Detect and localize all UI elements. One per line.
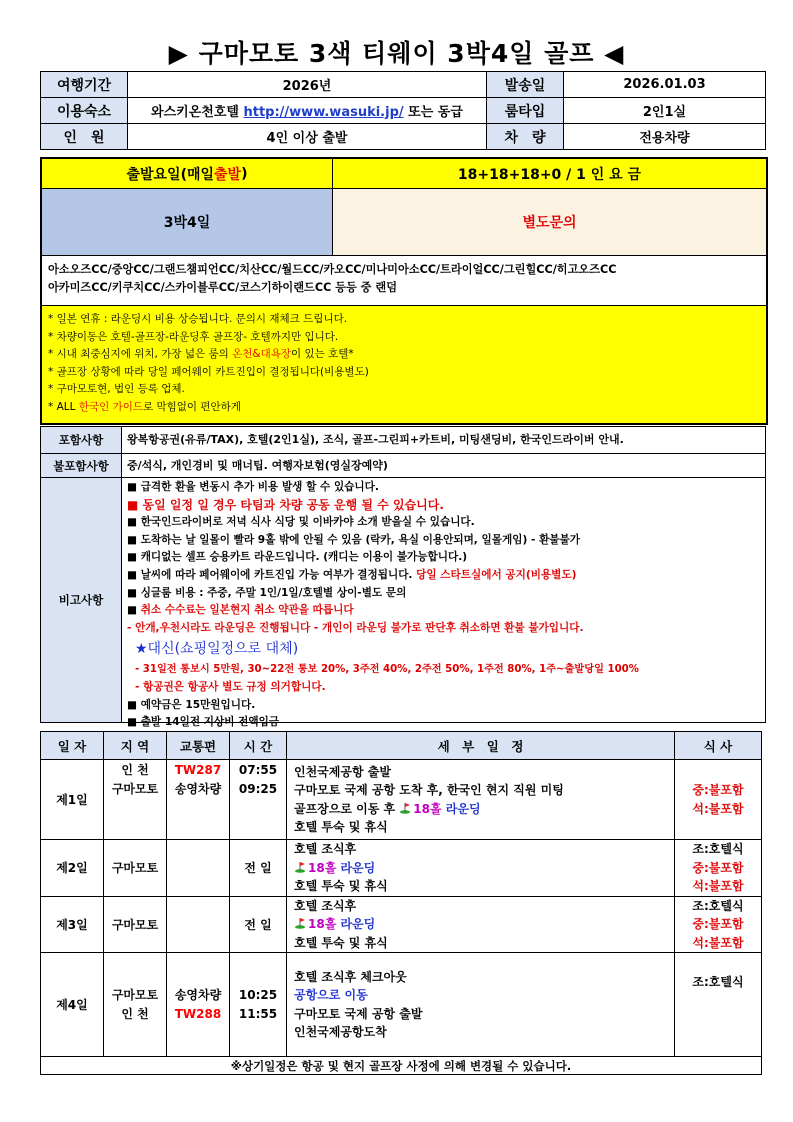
schedule-table (40, 731, 762, 1075)
page-title: ▶ 구마모토 3색 티웨이 3박4일 골프 ◀ (168, 39, 625, 68)
remarks-list: ■ 급격한 환율 변동시 추가 비용 발생 할 수 있습니다. ■ 동일 일정 일 경우 타팀과 차량 공동 운행 될 수 있습니다. ■ 한국인드라이버로 저녁 식사 식당 및 이바카야 소개 받을실 수 있습니다. ■ 도착하는 날 일몰이 빨라 9홀 밖에 안될 수 있음 (락카, 욕실 이용안되며, 일몰게임) - 환불불가 ■ 캐디없는 셀프 승용카트 라운드입니다. (캐디는 이용이 불가능합니다.) ■ 날씨에 따라 페어웨이에 카트진입 가능 여부가 결정됩니다. 당일 스타트실에서 공지(비용별도) ■ 싱글룸 비용 : 주중, 주말 1인/1일/호텔별 상이-별도 문의 ■ 취소 수수료는 일본현지 취소 약관을 따릅니다 - 안개,우천시라도 라운딩은 진행됩니다 - 개인이 라운딩 불가로 판단후 취소하면 환불 불가입니다. ★대신(쇼핑일정으로 대체) - 31일전 통보시 5만원, 30~22전 통보 20%, 3주전 40%, 2주전 50%, 1주전 80%, 1주~출발당일 100% - 항공권은 항공사 별도 규정 의거합니다. ■ 예약금은 15만원입니다. ■ 출발 14일전 지상비 전액입금 (127, 481, 639, 729)
schedule-header: 일 자 지 역 교통편 시 간 세 부 일 정 식 사 (41, 732, 762, 760)
room-label: 룸타입 (487, 98, 564, 124)
included-text: 왕복항공권(유류/TAX), 호텔(2인1실), 조식, 골프-그린피+카트비, 미팅샌딩비, 한국인드라이버 안내. (127, 433, 624, 446)
period-value: 2026년 (128, 72, 487, 98)
hotel-label: 이용숙소 (41, 98, 128, 124)
excluded-text: 중/석식, 개인경비 및 매너팁. 여행자보험(영실장예약) (127, 459, 388, 472)
price-header: 18+18+18+0 / 1 인 요 금 (457, 166, 642, 183)
notes-box: * 일본 연휴 : 라운딩시 비용 상승됩니다. 문의시 재체크 드립니다. * 차량이동은 호텔-골프장-라운딩후 골프장- 호텔까지만 입니다. * 시내 최중심지에 위치, 가장 넓은 룸의 온천&대욕장이 있는 호텔* * 골프장 상황에 따라 당일 페어웨이 카트진입이 결정됩니다(비용별도) * 구마모토현, 법인 등록 업체. * ALL 한국인 가이드로 막힘없이 편안하게 (42, 306, 766, 423)
people-label: 인 원 (41, 124, 128, 150)
schedule-day-3: 제3일 구마모토 전 일 호텔 조식후 18홀 라운딩 호텔 투숙 및 휴식 조:호텔식 중:불포함 석:불포함 (41, 896, 762, 953)
info-table (40, 71, 766, 150)
room-value: 2인1실 (564, 98, 766, 124)
sent-label: 발송일 (487, 72, 564, 98)
package-box (40, 157, 768, 425)
schedule-footer: ※상기일정은 항공 및 현지 골프장 사정에 의해 변경될 수 있습니다. (41, 1057, 762, 1075)
excluded-label: 불포함사항 (41, 454, 122, 477)
period-label: 여행기간 (41, 72, 128, 98)
golf-flag-icon (294, 917, 306, 929)
included-label: 포함사항 (41, 427, 122, 453)
terms-box (40, 426, 766, 729)
schedule-day-4: 제4일 구마모토 인 천 송영차량 TW288 10:25 11:55 호텔 조식후 체크아웃 공항으로 이동 구마모토 국제 공항 출발 인천국제공항도착 조:호텔식 (41, 953, 762, 1057)
schedule-day-1: 제1일 인 천 구마모토 TW287 송영차량 07:55 09:25 인천국제공항 출발 구마모토 국제 공항 도착 후, 한국인 현지 직원 미팅 골프장으로 이동 후 18홀 라운딩 호텔 투숙 및 휴식 중:불포함 석:불포함 (41, 760, 762, 840)
hotel-link[interactable]: http://www.wasuki.jp/ (243, 105, 404, 120)
car-value: 전용차량 (564, 124, 766, 150)
departure-label: 출발요일(매일 출발 ) (42, 159, 333, 188)
golf-flag-icon (399, 802, 411, 814)
sent-value: 2026.01.03 (564, 72, 766, 98)
people-value: 4인 이상 출발 (128, 124, 487, 150)
hotel-value: 와스키온천호텔 http://www.wasuki.jp/ 또는 동급 (128, 98, 487, 124)
remarks-label: 비고사항 (41, 478, 122, 722)
golf-flag-icon (294, 861, 306, 873)
duration: 3박4일 (42, 189, 333, 255)
price-value: 별도문의 (333, 189, 766, 255)
car-label: 차 량 (487, 124, 564, 150)
schedule-day-2: 제2일 구마모토 전 일 호텔 조식후 18홀 라운딩 호텔 투숙 및 휴식 조:호텔식 중:불포함 석:불포함 (41, 840, 762, 897)
course-list: 아소오즈CC/중앙CC/그랜드챔피언CC/치산CC/월드CC/카오CC/미나미아소CC/트라이얼CC/그린힐CC/히고오즈CC 아카미즈CC/키쿠치CC/스카이블루CC/코스기하이랜드CC 등등 중 랜덤 (42, 256, 766, 306)
